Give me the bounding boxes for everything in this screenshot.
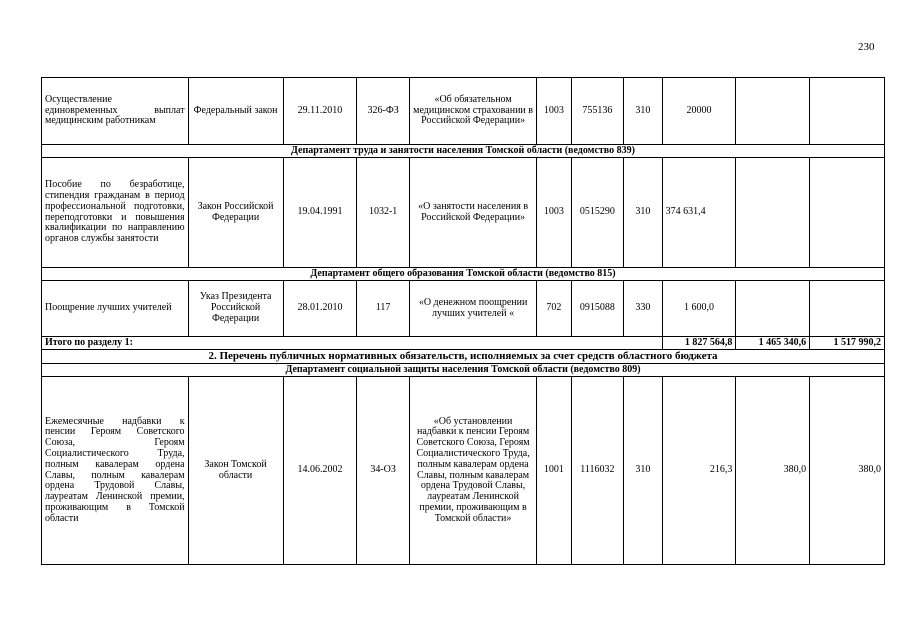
cell-value-3 (810, 281, 885, 337)
cell-title: «Об обязательном медицинском страховании в Российской Федерации» (409, 78, 536, 145)
cell-doc-type: Указ Президента Российской Федерации (188, 281, 283, 337)
cell-date: 14.06.2002 (283, 377, 357, 565)
department-row (42, 145, 885, 158)
cell-date: 19.04.1991 (283, 158, 357, 268)
cell-doc-type: Федеральный закон (188, 78, 283, 145)
cell-description: Пособие по безработице, стипендия гражданам в период профессиональной подготовки, переподготовки и повышения квалификации по направлению органов службы занятости (42, 158, 189, 268)
department-heading: Департамент социальной защиты населения Томской области (ведомство 809) (42, 364, 885, 377)
cell-description: Ежемесячные надбавки к пенсии Героям Советского Союза, Героям Социалистического Труда, полным кавалерам ордена Славы, полным кавалерам ордена Трудовой Славы, лауреатам Ленинской премии, проживающим в Томской области (42, 377, 189, 565)
cell-title: «О занятости населения в Российской Федерации» (409, 158, 536, 268)
total-value-1: 1 827 564,8 (662, 337, 736, 350)
department-heading: Департамент труда и занятости населения Томской области (ведомство 839) (42, 145, 885, 158)
cell-expense: 310 (624, 78, 662, 145)
cell-date: 29.11.2010 (283, 78, 357, 145)
cell-value-2 (736, 158, 810, 268)
cell-value-1: 216,3 (662, 377, 736, 565)
department-row (42, 364, 885, 377)
obligations-table (41, 77, 885, 565)
table-row (42, 78, 885, 145)
cell-number: 117 (357, 281, 410, 337)
total-value-3: 1 517 990,2 (810, 337, 885, 350)
cell-number: 1032-1 (357, 158, 410, 268)
cell-description: Осуществление единовременных выплат медицинским работникам (42, 78, 189, 145)
cell-title: «Об установлении надбавки к пенсии Героям Советского Союза, Героям Социалистического Труда, полным кавалерам ордена Славы, полным кавалерам ордена Трудовой Славы, лауреатам Ленинской премии, проживающим в Томской области» (409, 377, 536, 565)
cell-date: 28.01.2010 (283, 281, 357, 337)
cell-value-1: 374 631,4 (662, 158, 736, 268)
cell-doc-type: Закон Томской области (188, 377, 283, 565)
cell-value-1: 1 600,0 (662, 281, 736, 337)
cell-value-3 (810, 158, 885, 268)
cell-section: 1001 (537, 377, 571, 565)
cell-target: 755136 (571, 78, 624, 145)
cell-number: 326-ФЗ (357, 78, 410, 145)
cell-value-2 (736, 78, 810, 145)
cell-value-3 (810, 78, 885, 145)
cell-expense: 310 (624, 158, 662, 268)
cell-target: 0915088 (571, 281, 624, 337)
table-row (42, 377, 885, 565)
page-number: 230 (858, 41, 875, 53)
total-label: Итого по разделу 1: (42, 337, 663, 350)
department-row (42, 268, 885, 281)
total-row (42, 337, 885, 350)
department-heading: Департамент общего образования Томской области (ведомство 815) (42, 268, 885, 281)
cell-section: 1003 (537, 78, 571, 145)
cell-value-2: 380,0 (736, 377, 810, 565)
cell-expense: 330 (624, 281, 662, 337)
section-heading: 2. Перечень публичных нормативных обязательств, исполняемых за счет средств областного бюджета (42, 350, 885, 364)
cell-doc-type: Закон Российской Федерации (188, 158, 283, 268)
cell-value-1: 20000 (662, 78, 736, 145)
cell-expense: 310 (624, 377, 662, 565)
table-row (42, 158, 885, 268)
cell-target: 0515290 (571, 158, 624, 268)
cell-section: 702 (537, 281, 571, 337)
section-row (42, 350, 885, 364)
cell-description: Поощрение лучших учителей (42, 281, 189, 337)
cell-value-3: 380,0 (810, 377, 885, 565)
table-row (42, 281, 885, 337)
cell-value-2 (736, 281, 810, 337)
total-value-2: 1 465 340,6 (736, 337, 810, 350)
cell-target: 1116032 (571, 377, 624, 565)
cell-section: 1003 (537, 158, 571, 268)
cell-title: «О денежном поощрении лучших учителей « (409, 281, 536, 337)
cell-number: 34-ОЗ (357, 377, 410, 565)
